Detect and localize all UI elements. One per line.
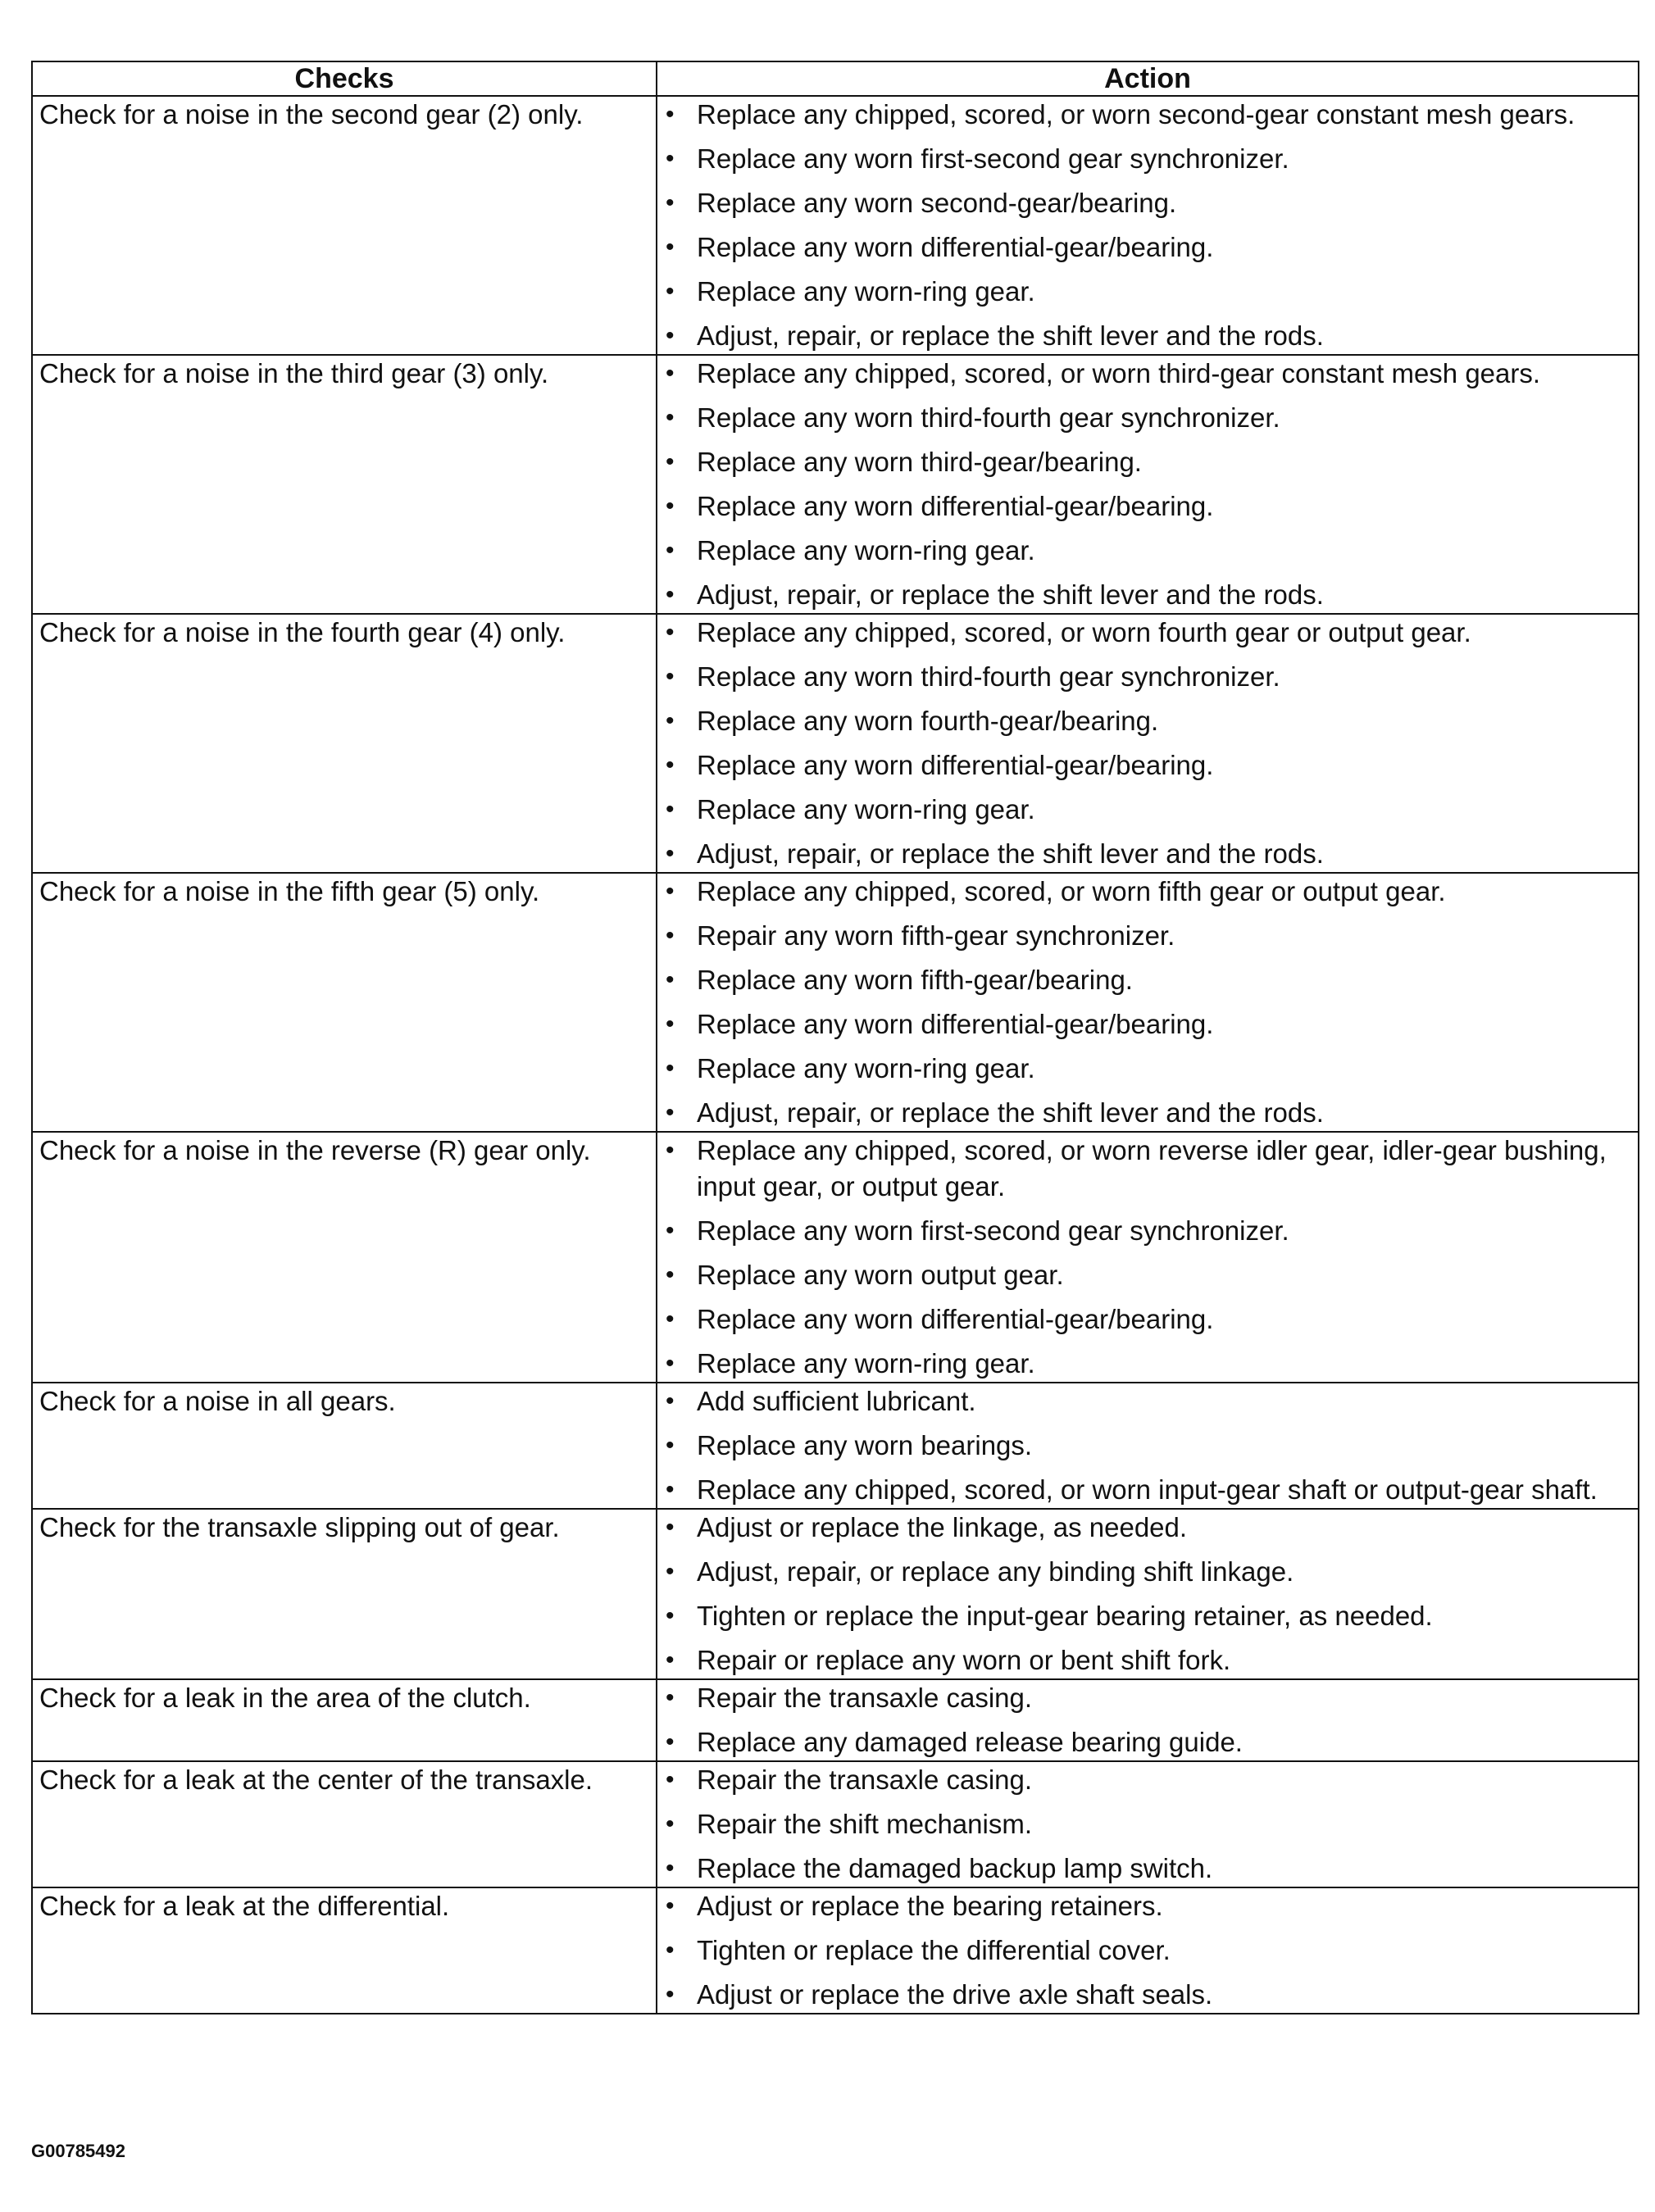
bullet-icon: • xyxy=(666,581,675,608)
action-cell xyxy=(657,1887,1639,2014)
bullet-icon: • xyxy=(666,840,675,867)
bullet-icon: • xyxy=(666,1137,675,1164)
table-row xyxy=(32,1132,1639,1383)
action-item xyxy=(664,1472,1631,1508)
action-item xyxy=(664,918,1631,954)
bullet-icon: • xyxy=(666,1099,675,1126)
action-item xyxy=(664,836,1631,872)
bullet-icon: • xyxy=(666,1937,675,1964)
bullet-icon: • xyxy=(666,145,675,172)
action-item xyxy=(664,318,1631,354)
bullet-icon: • xyxy=(666,1306,675,1333)
action-item xyxy=(664,1762,1631,1798)
table-row xyxy=(32,1383,1639,1509)
bullet-icon: • xyxy=(666,966,675,993)
action-item xyxy=(664,97,1631,133)
action-list xyxy=(664,97,1631,354)
action-text: Replace any worn first-second gear synchronizer. xyxy=(697,143,1289,174)
action-text: Adjust or replace the bearing retainers. xyxy=(697,1891,1163,1921)
action-item xyxy=(664,185,1631,221)
table-row xyxy=(32,355,1639,614)
bullet-icon: • xyxy=(666,448,675,475)
action-text: Replace any worn-ring gear. xyxy=(697,535,1035,565)
check-cell: Check for a leak at the differential. xyxy=(32,1887,657,2014)
action-cell xyxy=(657,873,1639,1132)
table-row xyxy=(32,1509,1639,1679)
bullet-icon: • xyxy=(666,1350,675,1377)
bullet-icon: • xyxy=(666,878,675,905)
bullet-icon: • xyxy=(666,1810,675,1837)
check-cell: Check for a leak at the center of the transaxle. xyxy=(32,1761,657,1887)
bullet-icon: • xyxy=(666,752,675,779)
action-item xyxy=(664,1680,1631,1716)
action-item xyxy=(664,747,1631,784)
action-text: Replace any chipped, scored, or worn second-gear constant mesh gears. xyxy=(697,99,1575,129)
bullet-icon: • xyxy=(666,278,675,305)
action-list xyxy=(664,356,1631,613)
column-header-checks: Checks xyxy=(32,61,657,96)
bullet-icon: • xyxy=(666,1981,675,2008)
action-text: Replace any worn third-fourth gear synchronizer. xyxy=(697,402,1280,433)
action-item xyxy=(664,1301,1631,1338)
action-item xyxy=(664,1806,1631,1842)
bullet-icon: • xyxy=(666,404,675,431)
action-item xyxy=(664,533,1631,569)
bullet-icon: • xyxy=(666,1855,675,1882)
action-item xyxy=(664,1888,1631,1924)
action-text: Replace any chipped, scored, or worn fourth gear or output gear. xyxy=(697,617,1471,647)
check-cell: Check for a leak in the area of the clutch. xyxy=(32,1679,657,1761)
action-item xyxy=(664,1598,1631,1634)
action-text: Adjust, repair, or replace the shift lever and the rods. xyxy=(697,579,1324,610)
action-text: Repair the transaxle casing. xyxy=(697,1683,1033,1713)
bullet-icon: • xyxy=(666,1684,675,1711)
action-text: Adjust, repair, or replace the shift lever and the rods. xyxy=(697,838,1324,869)
action-text: Adjust or replace the drive axle shaft seals. xyxy=(697,1979,1213,2010)
action-item xyxy=(664,1510,1631,1546)
action-text: Replace any worn-ring gear. xyxy=(697,276,1035,307)
action-item xyxy=(664,1051,1631,1087)
bullet-icon: • xyxy=(666,493,675,520)
action-item xyxy=(664,615,1631,651)
action-text: Tighten or replace the input-gear bearing retainer, as needed. xyxy=(697,1601,1433,1631)
action-text: Repair any worn fifth-gear synchronizer. xyxy=(697,920,1175,951)
action-text: Replace any worn differential-gear/bearing. xyxy=(697,1009,1214,1039)
action-list xyxy=(664,1680,1631,1760)
action-text: Replace the damaged backup lamp switch. xyxy=(697,1853,1213,1883)
action-item xyxy=(664,229,1631,266)
action-cell xyxy=(657,1132,1639,1383)
action-item xyxy=(664,488,1631,525)
action-item xyxy=(664,356,1631,392)
action-text: Replace any chipped, scored, or worn third-gear constant mesh gears. xyxy=(697,358,1541,388)
check-cell: Check for a noise in the second gear (2) only. xyxy=(32,96,657,355)
bullet-icon: • xyxy=(666,619,675,646)
action-item xyxy=(664,1257,1631,1293)
action-item xyxy=(664,962,1631,998)
bullet-icon: • xyxy=(666,922,675,949)
action-item xyxy=(664,1642,1631,1678)
bullet-icon: • xyxy=(666,1261,675,1288)
action-item xyxy=(664,703,1631,739)
bullet-icon: • xyxy=(666,663,675,690)
action-text: Replace any worn first-second gear synchronizer. xyxy=(697,1215,1289,1246)
action-list xyxy=(664,1510,1631,1678)
table-row xyxy=(32,1679,1639,1761)
action-text: Adjust or replace the linkage, as needed. xyxy=(697,1512,1188,1542)
bullet-icon: • xyxy=(666,1892,675,1919)
bullet-icon: • xyxy=(666,1055,675,1082)
diagnosis-page xyxy=(31,61,1638,2014)
check-cell: Check for a noise in the fourth gear (4) only. xyxy=(32,614,657,873)
action-item xyxy=(664,1933,1631,1969)
table-row xyxy=(32,614,1639,873)
action-cell xyxy=(657,614,1639,873)
check-cell: Check for a noise in the reverse (R) gear only. xyxy=(32,1132,657,1383)
bullet-icon: • xyxy=(666,1728,675,1756)
action-text: Tighten or replace the differential cover. xyxy=(697,1935,1171,1965)
check-cell: Check for a noise in the fifth gear (5) only. xyxy=(32,873,657,1132)
bullet-icon: • xyxy=(666,707,675,734)
action-item xyxy=(664,1006,1631,1042)
bullet-icon: • xyxy=(666,537,675,564)
action-text: Replace any damaged release bearing guide. xyxy=(697,1727,1243,1757)
action-text: Replace any worn-ring gear. xyxy=(697,1348,1035,1379)
action-item xyxy=(664,1977,1631,2013)
table-row xyxy=(32,1887,1639,2014)
diagnosis-table xyxy=(31,61,1639,2014)
action-cell xyxy=(657,355,1639,614)
bullet-icon: • xyxy=(666,1432,675,1459)
action-item xyxy=(664,274,1631,310)
bullet-icon: • xyxy=(666,1388,675,1415)
bullet-icon: • xyxy=(666,234,675,261)
check-cell: Check for the transaxle slipping out of gear. xyxy=(32,1509,657,1679)
action-text: Replace any worn third-gear/bearing. xyxy=(697,447,1142,477)
bullet-icon: • xyxy=(666,1602,675,1629)
bullet-icon: • xyxy=(666,1217,675,1244)
bullet-icon: • xyxy=(666,796,675,823)
action-text: Replace any worn-ring gear. xyxy=(697,1053,1035,1083)
action-text: Replace any chipped, scored, or worn input-gear shaft or output-gear shaft. xyxy=(697,1474,1598,1505)
action-text: Repair the transaxle casing. xyxy=(697,1765,1033,1795)
bullet-icon: • xyxy=(666,1476,675,1503)
action-text: Replace any worn bearings. xyxy=(697,1430,1033,1460)
action-list xyxy=(664,1762,1631,1887)
action-text: Replace any worn fifth-gear/bearing. xyxy=(697,965,1133,995)
action-text: Adjust, repair, or replace the shift lever and the rods. xyxy=(697,320,1324,351)
action-item xyxy=(664,1213,1631,1249)
action-item xyxy=(664,400,1631,436)
action-text: Replace any chipped, scored, or worn reverse idler gear, idler-gear bushing, input gear, or output gear. xyxy=(697,1135,1607,1201)
bullet-icon: • xyxy=(666,1011,675,1038)
action-text: Replace any worn-ring gear. xyxy=(697,794,1035,824)
action-item xyxy=(664,444,1631,480)
action-text: Replace any worn differential-gear/bearing. xyxy=(697,232,1214,262)
bullet-icon: • xyxy=(666,1514,675,1541)
action-text: Replace any worn third-fourth gear synchronizer. xyxy=(697,661,1280,692)
bullet-icon: • xyxy=(666,1766,675,1793)
action-list xyxy=(664,874,1631,1131)
table-row xyxy=(32,1761,1639,1887)
action-item xyxy=(664,1383,1631,1419)
action-item xyxy=(664,792,1631,828)
action-text: Replace any chipped, scored, or worn fifth gear or output gear. xyxy=(697,876,1446,906)
action-item xyxy=(664,1133,1631,1205)
action-item xyxy=(664,577,1631,613)
action-item xyxy=(664,1095,1631,1131)
action-text: Replace any worn second-gear/bearing. xyxy=(697,188,1177,218)
action-text: Replace any worn differential-gear/bearing. xyxy=(697,1304,1214,1334)
action-text: Replace any worn differential-gear/bearing. xyxy=(697,491,1214,521)
bullet-icon: • xyxy=(666,360,675,387)
action-cell xyxy=(657,1509,1639,1679)
bullet-icon: • xyxy=(666,101,675,128)
action-item xyxy=(664,1851,1631,1887)
action-text: Repair or replace any worn or bent shift fork. xyxy=(697,1645,1231,1675)
action-item xyxy=(664,1428,1631,1464)
action-list xyxy=(664,615,1631,872)
action-item xyxy=(664,1554,1631,1590)
column-header-action: Action xyxy=(657,61,1639,96)
table-row xyxy=(32,873,1639,1132)
table-header-row xyxy=(32,61,1639,96)
action-text: Replace any worn output gear. xyxy=(697,1260,1064,1290)
action-text: Replace any worn differential-gear/bearing. xyxy=(697,750,1214,780)
action-list xyxy=(664,1888,1631,2013)
action-text: Adjust, repair, or replace the shift lever and the rods. xyxy=(697,1097,1324,1128)
action-item xyxy=(664,1724,1631,1760)
check-cell: Check for a noise in the third gear (3) only. xyxy=(32,355,657,614)
action-item xyxy=(664,659,1631,695)
bullet-icon: • xyxy=(666,1558,675,1585)
action-text: Replace any worn fourth-gear/bearing. xyxy=(697,706,1159,736)
table-row xyxy=(32,96,1639,355)
action-cell xyxy=(657,96,1639,355)
action-item xyxy=(664,141,1631,177)
action-item xyxy=(664,874,1631,910)
action-item xyxy=(664,1346,1631,1382)
action-cell xyxy=(657,1383,1639,1509)
check-cell: Check for a noise in all gears. xyxy=(32,1383,657,1509)
figure-id: G00785492 xyxy=(31,2141,125,2161)
table-body xyxy=(32,96,1639,2014)
action-text: Adjust, repair, or replace any binding shift linkage. xyxy=(697,1556,1294,1587)
action-text: Repair the shift mechanism. xyxy=(697,1809,1033,1839)
action-cell xyxy=(657,1761,1639,1887)
action-text: Add sufficient lubricant. xyxy=(697,1386,976,1416)
action-list xyxy=(664,1383,1631,1508)
action-cell xyxy=(657,1679,1639,1761)
action-list xyxy=(664,1133,1631,1382)
bullet-icon: • xyxy=(666,322,675,349)
bullet-icon: • xyxy=(666,189,675,216)
bullet-icon: • xyxy=(666,1647,675,1674)
